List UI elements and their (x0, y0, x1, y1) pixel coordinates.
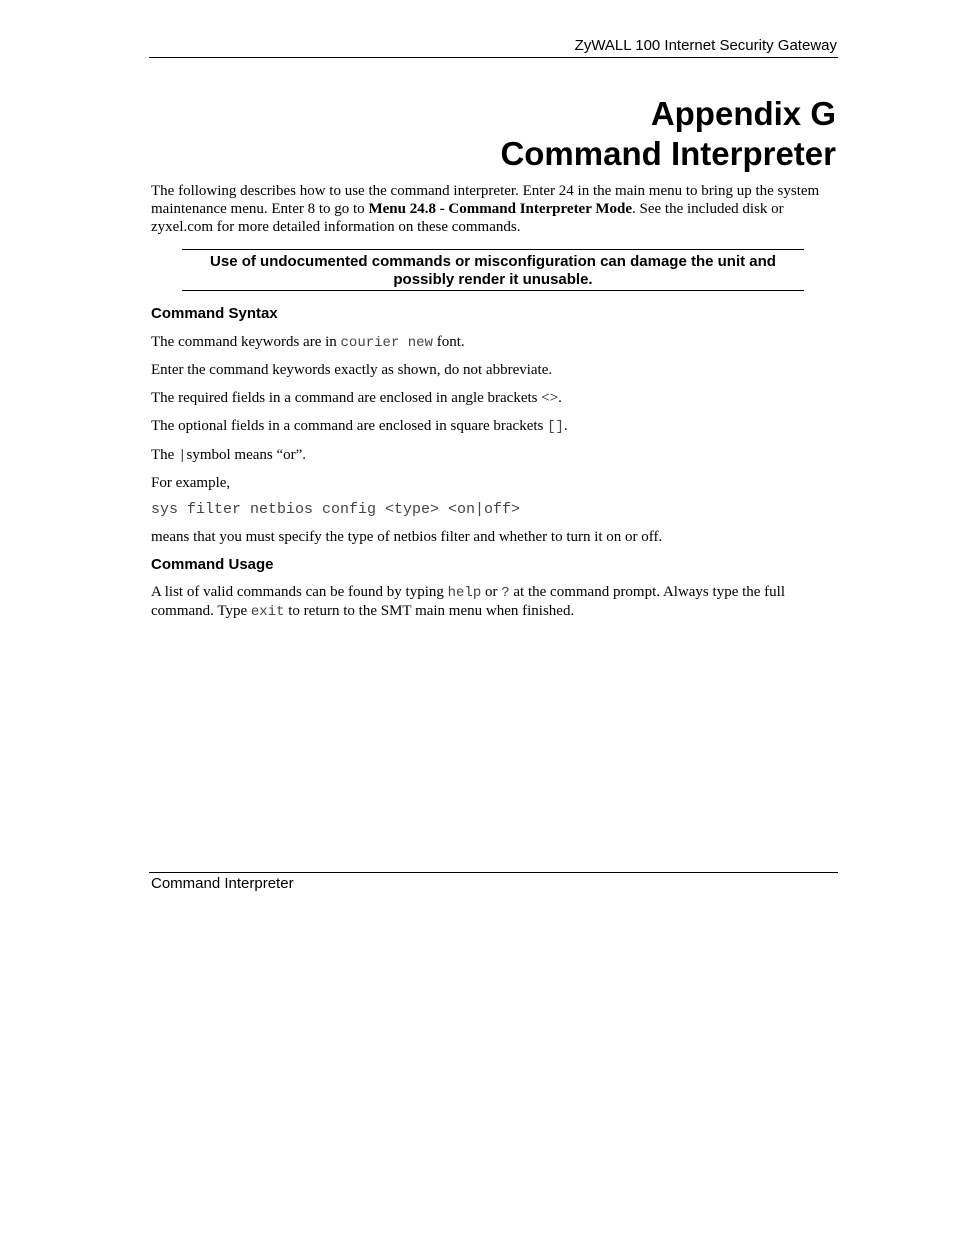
syntax-paragraph-4 (151, 417, 823, 436)
intro-text-2: . See the included disk or zyxel.com for more detailed information on these commands. (151, 201, 784, 235)
page-title (149, 94, 836, 174)
syntax-paragraph-3: The required fields in a command are enclosed in angle brackets <>. (151, 390, 562, 406)
code-pipe-symbol: | (178, 448, 187, 464)
header-divider (149, 57, 838, 58)
usage-text-4: to return to the SMT main menu when finished. (284, 603, 575, 619)
syntax-p4-after: . (563, 418, 568, 434)
running-header: ZyWALL 100 Internet Security Gateway (574, 37, 837, 54)
footer-divider (149, 872, 838, 873)
warning-line-1: Use of undocumented commands or misconfiguration can damage the unit and (210, 253, 776, 270)
syntax-paragraph-6: For example, (151, 475, 231, 491)
menu-reference: Menu 24.8 - Command Interpreter Mode (368, 201, 633, 217)
syntax-paragraph-1 (151, 333, 823, 352)
syntax-p5-after: symbol means “or”. (186, 447, 307, 463)
syntax-paragraph-7: means that you must specify the type of netbios filter and whether to turn it on or off. (151, 529, 663, 545)
section-heading-syntax: Command Syntax (151, 305, 278, 322)
code-question-mark: ? (501, 585, 510, 601)
syntax-p1-after: font. (432, 334, 465, 350)
code-courier-new: courier new (340, 335, 433, 351)
intro-text-1: The following describes how to use the command interpreter. Enter 24 in the main menu to bring up the system maintenance menu. Enter 8 to go to (151, 183, 820, 217)
usage-text-3: at the command prompt. Always type the full command. Type (151, 584, 786, 619)
syntax-p5-text: The (151, 447, 179, 463)
usage-text-1: A list of valid commands can be found by typing (151, 584, 448, 600)
intro-paragraph (151, 182, 823, 236)
usage-text-2: or (481, 584, 502, 600)
code-square-brackets: [] (547, 419, 564, 435)
code-help: help (447, 585, 482, 601)
title-line-2: Command Interpreter (500, 135, 836, 172)
running-footer: Command Interpreter (151, 875, 294, 892)
section-heading-usage: Command Usage (151, 556, 274, 573)
code-exit: exit (250, 604, 285, 620)
warning-note (182, 249, 804, 291)
syntax-paragraph-5 (151, 446, 823, 465)
title-line-1: Appendix G (650, 95, 836, 132)
syntax-p4-text: The optional fields in a command are enclosed in square brackets (151, 418, 548, 434)
syntax-paragraph-2: Enter the command keywords exactly as shown, do not abbreviate. (151, 362, 553, 378)
usage-paragraph (151, 583, 831, 621)
example-command: sys filter netbios config <type> <on|off> (151, 501, 521, 518)
syntax-p1-text: The command keywords are in (151, 334, 341, 350)
warning-line-2: possibly render it unusable. (393, 271, 593, 288)
